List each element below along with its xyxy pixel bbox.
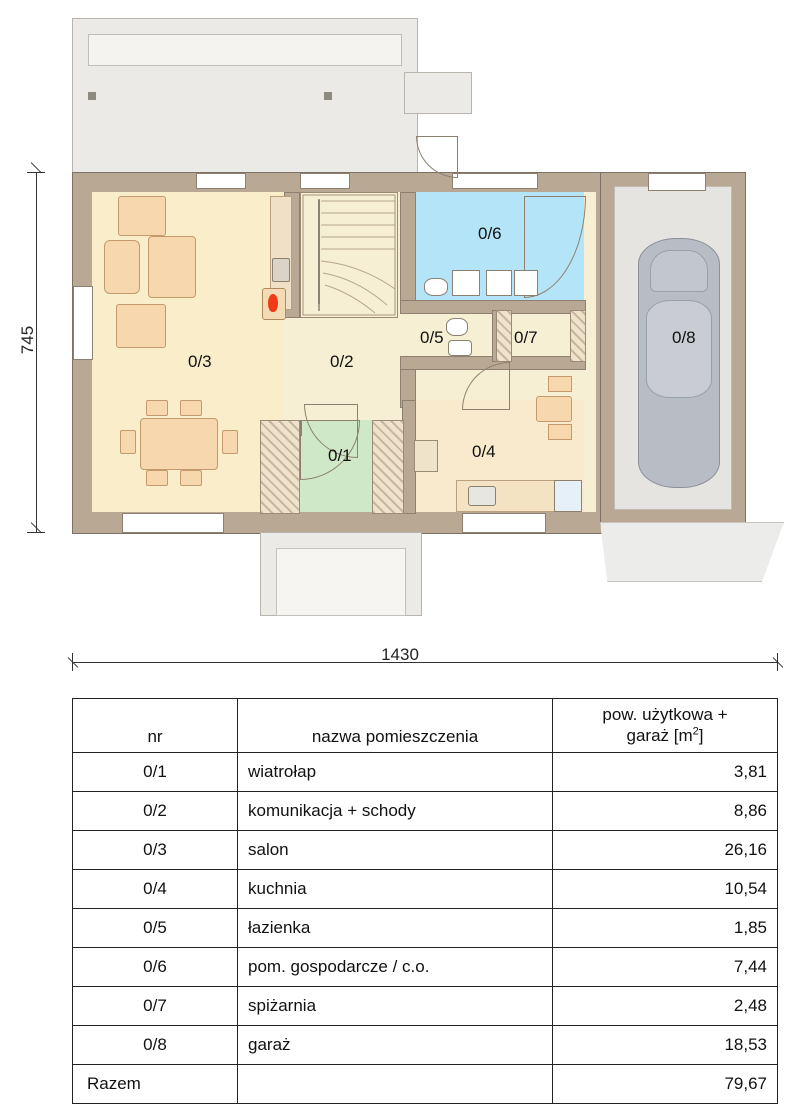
- toilet-icon: [446, 318, 468, 336]
- terrace-column-right: [324, 92, 332, 100]
- header-area-line1: pow. użytkowa +: [602, 705, 728, 724]
- dimension-label-width: 1430: [381, 645, 419, 664]
- utility-unit-icon: [514, 270, 538, 296]
- sofa: [148, 236, 196, 298]
- table-row: [73, 908, 778, 947]
- room-label-0-4: 0/4: [472, 442, 496, 461]
- cell-room-name: garaż: [238, 1025, 553, 1064]
- window: [73, 286, 93, 360]
- table-row: [73, 830, 778, 869]
- closet-hatch: [570, 310, 586, 362]
- entry-porch-step: [276, 548, 406, 616]
- table-row: [73, 752, 778, 791]
- table-row: [73, 791, 778, 830]
- kitchen-chair: [548, 424, 572, 440]
- cell-area: 8,86: [553, 791, 778, 830]
- cell-nr: 0/6: [73, 947, 238, 986]
- dining-chair: [146, 400, 168, 416]
- room-label-0-3: 0/3: [188, 352, 212, 371]
- entry-canopy: [404, 72, 472, 114]
- cell-total-area: 79,67: [553, 1064, 778, 1103]
- room-label-0-2: 0/2: [330, 352, 354, 371]
- dimension-label-height: 745: [18, 325, 38, 355]
- cell-room-name: kuchnia: [238, 869, 553, 908]
- staircase: [300, 192, 398, 318]
- header-area: [553, 699, 778, 753]
- cell-nr: 0/2: [73, 791, 238, 830]
- window: [196, 173, 246, 189]
- cell-total-name: [238, 1064, 553, 1103]
- window: [648, 173, 706, 191]
- cell-nr: 0/5: [73, 908, 238, 947]
- cell-area: 3,81: [553, 752, 778, 791]
- kitchen-chair: [548, 376, 572, 392]
- room-label-0-8: 0/8: [672, 328, 696, 347]
- boiler-icon: [452, 270, 480, 296]
- dining-chair: [180, 400, 202, 416]
- dining-chair: [120, 430, 136, 454]
- basin-icon: [424, 278, 448, 296]
- sink-icon: [468, 486, 496, 506]
- car-cabin: [646, 300, 712, 398]
- cell-room-name: pom. gospodarcze / c.o.: [238, 947, 553, 986]
- table-row: [73, 869, 778, 908]
- table-row: [73, 986, 778, 1025]
- cell-area: 2,48: [553, 986, 778, 1025]
- cell-room-name: spiżarnia: [238, 986, 553, 1025]
- cell-nr: 0/7: [73, 986, 238, 1025]
- cell-area: 18,53: [553, 1025, 778, 1064]
- cell-room-name: łazienka: [238, 908, 553, 947]
- header-area-line2-end: ]: [698, 726, 704, 746]
- dining-chair: [146, 470, 168, 486]
- room-label-0-7: 0/7: [514, 328, 538, 347]
- terrace-column-left: [88, 92, 96, 100]
- header-room-name: nazwa pomieszczenia: [238, 699, 553, 753]
- washbasin-icon: [448, 340, 472, 356]
- room-label-0-6: 0/6: [478, 224, 502, 243]
- dimension-line-horizontal: [72, 662, 778, 663]
- garage-driveway: [600, 522, 784, 582]
- cell-area: 26,16: [553, 830, 778, 869]
- armchair: [116, 304, 166, 348]
- window: [452, 173, 538, 189]
- dimension-cap-top: [27, 172, 45, 173]
- table-row: [73, 947, 778, 986]
- washer-icon: [486, 270, 512, 296]
- kitchen-table: [536, 396, 572, 422]
- armchair: [118, 196, 166, 236]
- header-area-line2: garaż [m: [626, 726, 693, 746]
- cell-area: 1,85: [553, 908, 778, 947]
- table-header: [73, 699, 778, 753]
- fridge-icon: [554, 480, 582, 512]
- stove-icon: [414, 440, 438, 472]
- room-schedule: [72, 698, 778, 1104]
- table-body: [73, 752, 778, 1103]
- header-area-sup: 2: [692, 725, 699, 738]
- stair-railing: [318, 200, 320, 304]
- room-label-0-1: 0/1: [328, 446, 352, 465]
- staircase-icon: [301, 193, 397, 317]
- cell-room-name: komunikacja + schody: [238, 791, 553, 830]
- terrace-inner-slab: [88, 34, 402, 66]
- dining-chair: [222, 430, 238, 454]
- sofa: [104, 240, 140, 294]
- window: [300, 173, 350, 189]
- cell-room-name: salon: [238, 830, 553, 869]
- cell-room-name: wiatrołap: [238, 752, 553, 791]
- window: [122, 513, 224, 533]
- dining-chair: [180, 470, 202, 486]
- cell-nr: 0/4: [73, 869, 238, 908]
- room-label-0-5: 0/5: [420, 328, 444, 347]
- table-header-row: [73, 699, 778, 753]
- closet-hatch: [260, 420, 300, 514]
- dimension-cap-bottom: [27, 532, 45, 533]
- closet-hatch: [496, 310, 512, 362]
- table-total-row: [73, 1064, 778, 1103]
- dining-table: [140, 418, 218, 470]
- cell-total-label: Razem: [73, 1064, 238, 1103]
- room-schedule-table: [72, 698, 778, 1104]
- cell-nr: 0/1: [73, 752, 238, 791]
- closet-hatch: [372, 420, 404, 514]
- table-row: [73, 1025, 778, 1064]
- window: [462, 513, 546, 533]
- cell-area: 7,44: [553, 947, 778, 986]
- interior-wall: [400, 192, 416, 312]
- car-hood: [650, 250, 708, 292]
- flame-icon: [268, 294, 278, 312]
- cell-nr: 0/3: [73, 830, 238, 869]
- cell-area: 10,54: [553, 869, 778, 908]
- cell-nr: 0/8: [73, 1025, 238, 1064]
- header-nr: nr: [73, 699, 238, 753]
- tv-icon: [272, 258, 290, 282]
